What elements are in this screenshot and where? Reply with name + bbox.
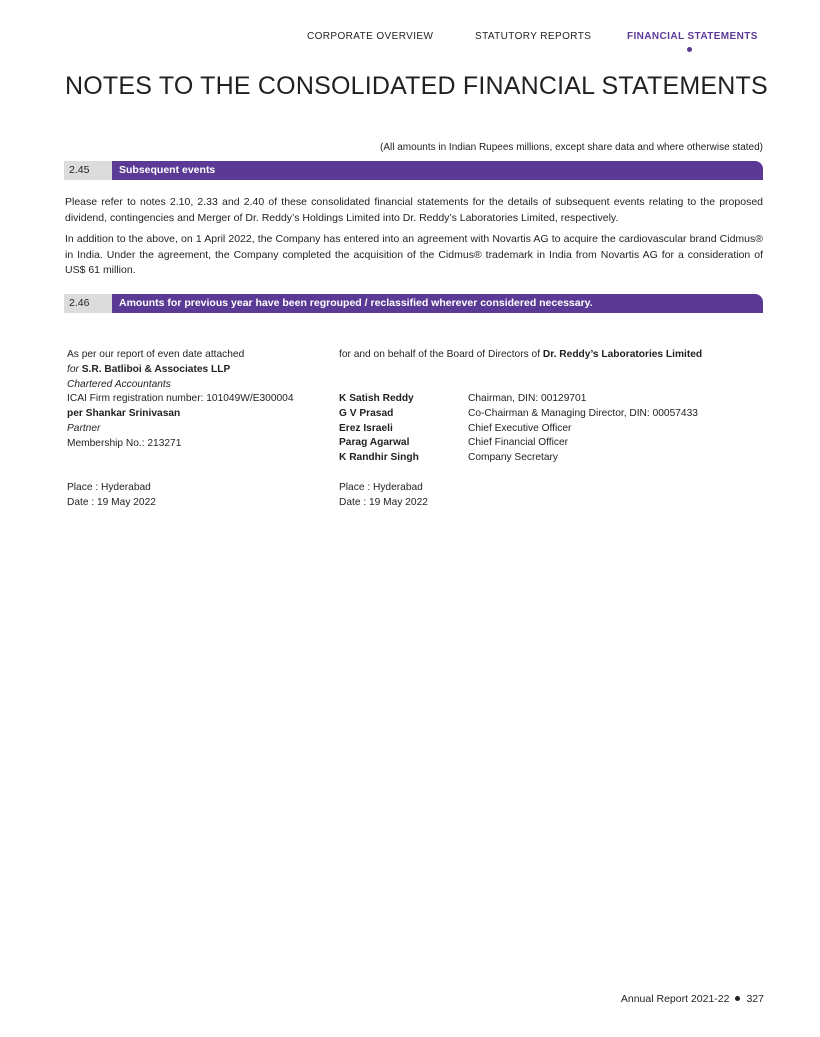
section-header-2-45	[64, 161, 763, 180]
auditor-date: Date : 19 May 2022	[67, 496, 156, 508]
auditor-intro: As per our report of even date attached	[67, 349, 245, 360]
section-title: Amounts for previous year have been regrouped / reclassified wherever considered necessary.	[119, 297, 593, 309]
auditor-firm: S.R. Batliboi & Associates LLP	[81, 363, 231, 375]
board-member-title: Chairman, DIN: 00129701	[468, 393, 587, 404]
page-title: NOTES TO THE CONSOLIDATED FINANCIAL STATEMENTS	[65, 72, 768, 100]
board-member-names	[339, 392, 419, 466]
auditor-signature-block	[67, 348, 294, 452]
section-header-2-46	[64, 294, 763, 313]
auditor-registration: ICAI Firm registration number: 101049W/E300004	[67, 393, 294, 405]
nav-corporate-overview[interactable]: CORPORATE OVERVIEW	[307, 31, 434, 42]
auditor-membership: Membership No.: 213271	[67, 437, 182, 449]
board-member-title: Co-Chairman & Managing Director, DIN: 00057433	[468, 407, 698, 419]
active-nav-indicator	[687, 47, 692, 52]
nav-statutory-reports[interactable]: STATUTORY REPORTS	[475, 31, 592, 42]
section-number: 2.45	[64, 161, 112, 180]
board-date: Date : 19 May 2022	[339, 496, 428, 508]
report-name: Annual Report 2021-22	[620, 993, 730, 1005]
top-navigation	[0, 31, 820, 55]
nav-financial-statements[interactable]: FINANCIAL STATEMENTS	[627, 31, 758, 42]
board-intro-text: for and on behalf of the Board of Directors of	[339, 349, 541, 360]
page-footer	[621, 993, 764, 1005]
board-place: Place : Hyderabad	[339, 482, 423, 493]
auditor-firm-type: Chartered Accountants	[67, 378, 171, 390]
board-member-name: G V Prasad	[339, 407, 394, 419]
for-prefix: for	[67, 363, 79, 375]
auditor-firm-line	[67, 363, 294, 378]
auditor-place-date	[67, 481, 156, 511]
board-member-name: K Satish Reddy	[339, 393, 414, 404]
amounts-note: (All amounts in Indian Rupees millions, except share data and where otherwise stated)	[380, 142, 763, 153]
board-intro	[339, 348, 702, 363]
board-member-name: Parag Agarwal	[339, 437, 410, 449]
board-member-title: Chief Financial Officer	[468, 437, 569, 449]
bullet-icon	[735, 996, 740, 1001]
auditor-role: Partner	[67, 422, 101, 434]
board-member-title: Chief Executive Officer	[468, 422, 572, 434]
board-place-date	[339, 481, 428, 511]
auditor-signatory: per Shankar Srinivasan	[67, 408, 181, 420]
board-company: Dr. Reddy’s Laboratories Limited	[542, 349, 703, 360]
board-member-name: K Randhir Singh	[339, 452, 419, 464]
board-member-title: Company Secretary	[468, 452, 559, 464]
auditor-place: Place : Hyderabad	[67, 482, 151, 493]
paragraph-subsequent-events-2: In addition to the above, on 1 April 2022, the Company has entered into an agreement with Novartis AG to acquire the cardiovascular brand Cidmus® in India. Under the agreement, the Company completed the acquisition of the Cidmus® trademark in India from Novartis AG for a consideration of US$ 61 million.	[65, 233, 763, 276]
section-number: 2.46	[64, 294, 112, 313]
section-title: Subsequent events	[119, 164, 216, 176]
board-member-titles	[468, 392, 698, 466]
paragraph-subsequent-events-1: Please refer to notes 2.10, 2.33 and 2.40 of these consolidated financial statements for the details of subsequent events relating to the proposed dividend, contingencies and Merger of Dr. Reddy’s Holdings Limited into Dr. Reddy’s Laboratories Limited, respectively.	[65, 196, 763, 224]
board-member-name: Erez Israeli	[339, 422, 393, 434]
page-number: 327	[746, 993, 764, 1005]
